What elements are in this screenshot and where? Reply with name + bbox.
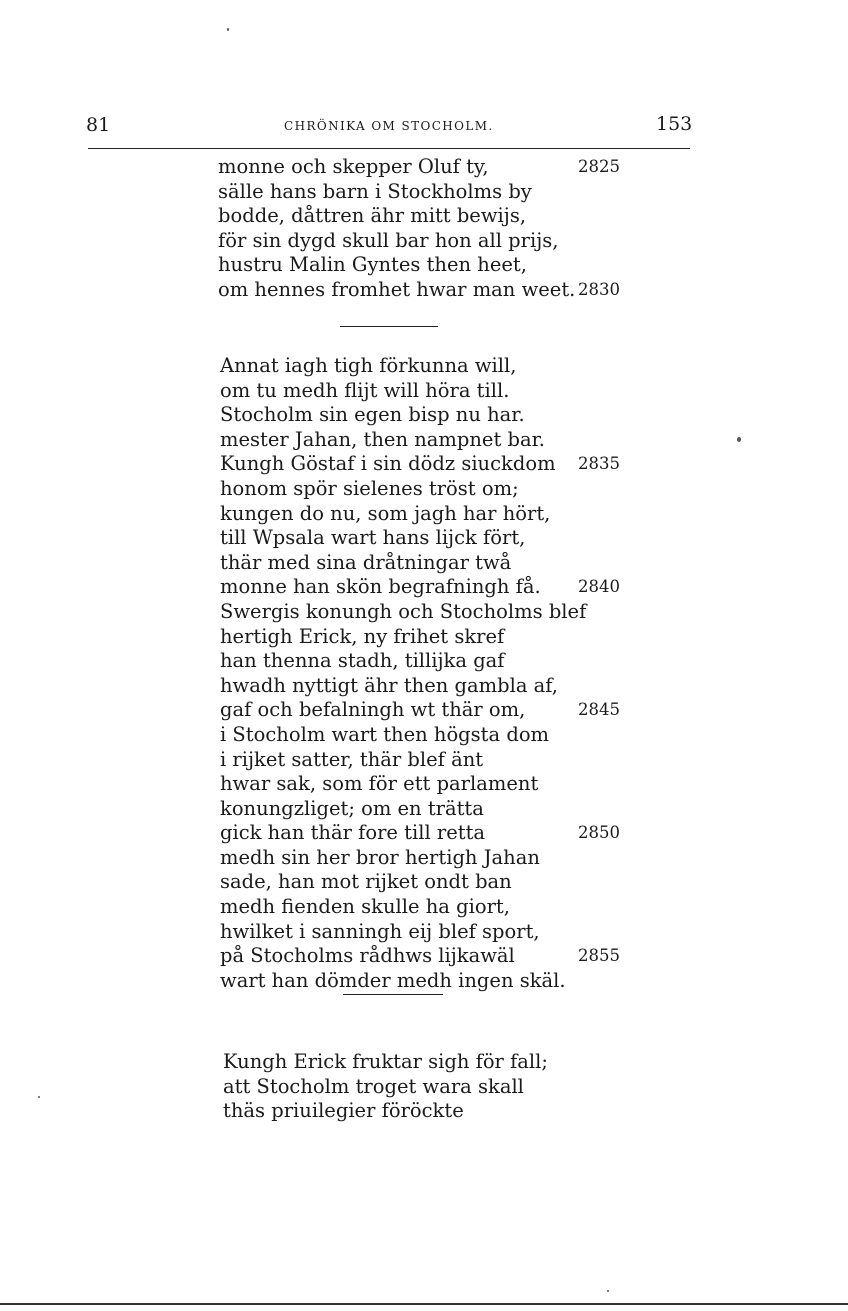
verse-line [220,526,586,551]
verse-text: monne och skepper Oluf ty, [218,155,489,178]
verse-text: Annat iagh tigh förkunna will, [220,354,517,377]
verse-line [218,204,575,229]
verse-text: hwar sak, som för ett parlament [220,772,539,796]
verse-text: gaf och befalningh wt thär om, [220,698,526,722]
verse-line [220,625,586,650]
verse-text: att Stocholm troget wara skall [223,1074,524,1098]
verse-line [220,354,586,379]
verse-line [220,748,586,773]
line-number: 2835 [578,454,620,474]
stanza-1 [218,155,620,303]
verse-text: thär med sina dråtningar twå [220,550,512,574]
verse-line [220,452,620,477]
verse-text: medh fienden skulle ha giort, [220,895,510,919]
verse-text: wart han dömder medh ingen skäl. [220,968,566,992]
verse-line [220,797,586,822]
verse-line [220,379,586,404]
header-left-number: 81 [86,114,111,136]
verse-text: hwilket i sanningh eij blef sport, [220,919,540,943]
page-bottom-edge [0,1303,848,1305]
verse-text: mester Jahan, then nampnet bar. [220,427,545,451]
verse-text: konungzliget; om en trätta [220,796,484,820]
verse-line [223,1050,548,1075]
verse-line [220,821,620,846]
verse-line [218,155,620,180]
verse-line [220,895,586,920]
verse-text: honom spör sielenes tröst om; [220,476,519,500]
verse-text: i Stocholm wart then högsta dom [220,722,550,746]
verse-line [218,180,575,205]
paper-speck [227,28,229,31]
paper-speck [607,1290,609,1292]
verse-text: monne han skön begrafningh få. [220,575,541,599]
verse-line [220,477,586,502]
verse-text: medh sin her bror hertigh Jahan [220,845,540,869]
verse-line [220,600,586,625]
line-number: 2855 [578,946,620,966]
verse-line [220,723,586,748]
verse-line [223,1099,548,1124]
verse-text: thäs priuilegier föröckte [223,1099,464,1123]
line-number: 2840 [578,577,620,597]
verse-line [220,920,586,945]
verse-line [220,698,620,723]
verse-text: om tu medh flijt will höra till. [220,378,510,402]
paper-speck [737,437,741,442]
verse-text: i rijket satter, thär blef änt [220,747,484,771]
verse-line [220,575,620,600]
verse-line [220,969,586,994]
line-number: 2845 [578,700,620,720]
verse-line [218,229,575,254]
verse-line [218,253,575,278]
verse-line [220,428,586,453]
verse-text: Kungh Erick fruktar sigh för fall; [223,1050,548,1073]
line-number: 2850 [578,823,620,843]
verse-text: hertigh Erick, ny frihet skref [220,624,505,648]
verse-line [220,502,586,527]
verse-text: gick han thär fore till retta [220,821,486,845]
verse-text: till Wpsala wart hans lijck fört, [220,526,526,550]
verse-line [223,1075,548,1100]
stanza-divider [340,326,438,327]
verse-text: för sin dygd skull bar hon all prijs, [218,228,559,252]
page-number: 153 [656,113,693,135]
verse-text: på Stocholms rådhws lijkawäl [220,944,515,968]
verse-line [220,772,586,797]
verse-line [220,674,586,699]
stanza-3 [223,1050,548,1124]
verse-line [220,403,586,428]
verse-line [220,846,586,871]
verse-text: Kungh Göstaf i sin dödz siuckdom [220,452,556,476]
verse-line [220,944,620,969]
verse-line [220,870,586,895]
verse-text: Stocholm sin egen bisp nu har. [220,403,525,427]
verse-text: hwadh nyttigt ähr then gambla af, [220,673,559,697]
verse-text: kungen do nu, som jagh har hört, [220,501,551,525]
verse-text: Swergis konungh och Stocholms blef [220,599,587,623]
line-number: 2830 [578,279,620,299]
verse-text: han thenna stadh, tillijka gaf [220,649,505,673]
running-title: CHRÖNIKA OM STOCHOLM. [284,119,494,133]
verse-text: hustru Malin Gyntes then heet, [218,253,527,277]
verse-text: bodde, dåttren ähr mitt bewijs, [218,204,527,228]
verse-line [220,649,586,674]
stanza-divider [343,994,443,995]
verse-text: om hennes fromhet hwar man weet. [218,277,576,301]
stanza-2 [220,354,620,993]
header-rule [88,148,690,149]
verse-text: sälle hans barn i Stockholms by [218,179,532,203]
verse-line [220,551,586,576]
paper-speck [38,1096,40,1098]
verse-line [218,277,620,303]
line-number: 2825 [578,157,620,176]
verse-text: sade, han mot rijket ondt ban [220,870,512,894]
